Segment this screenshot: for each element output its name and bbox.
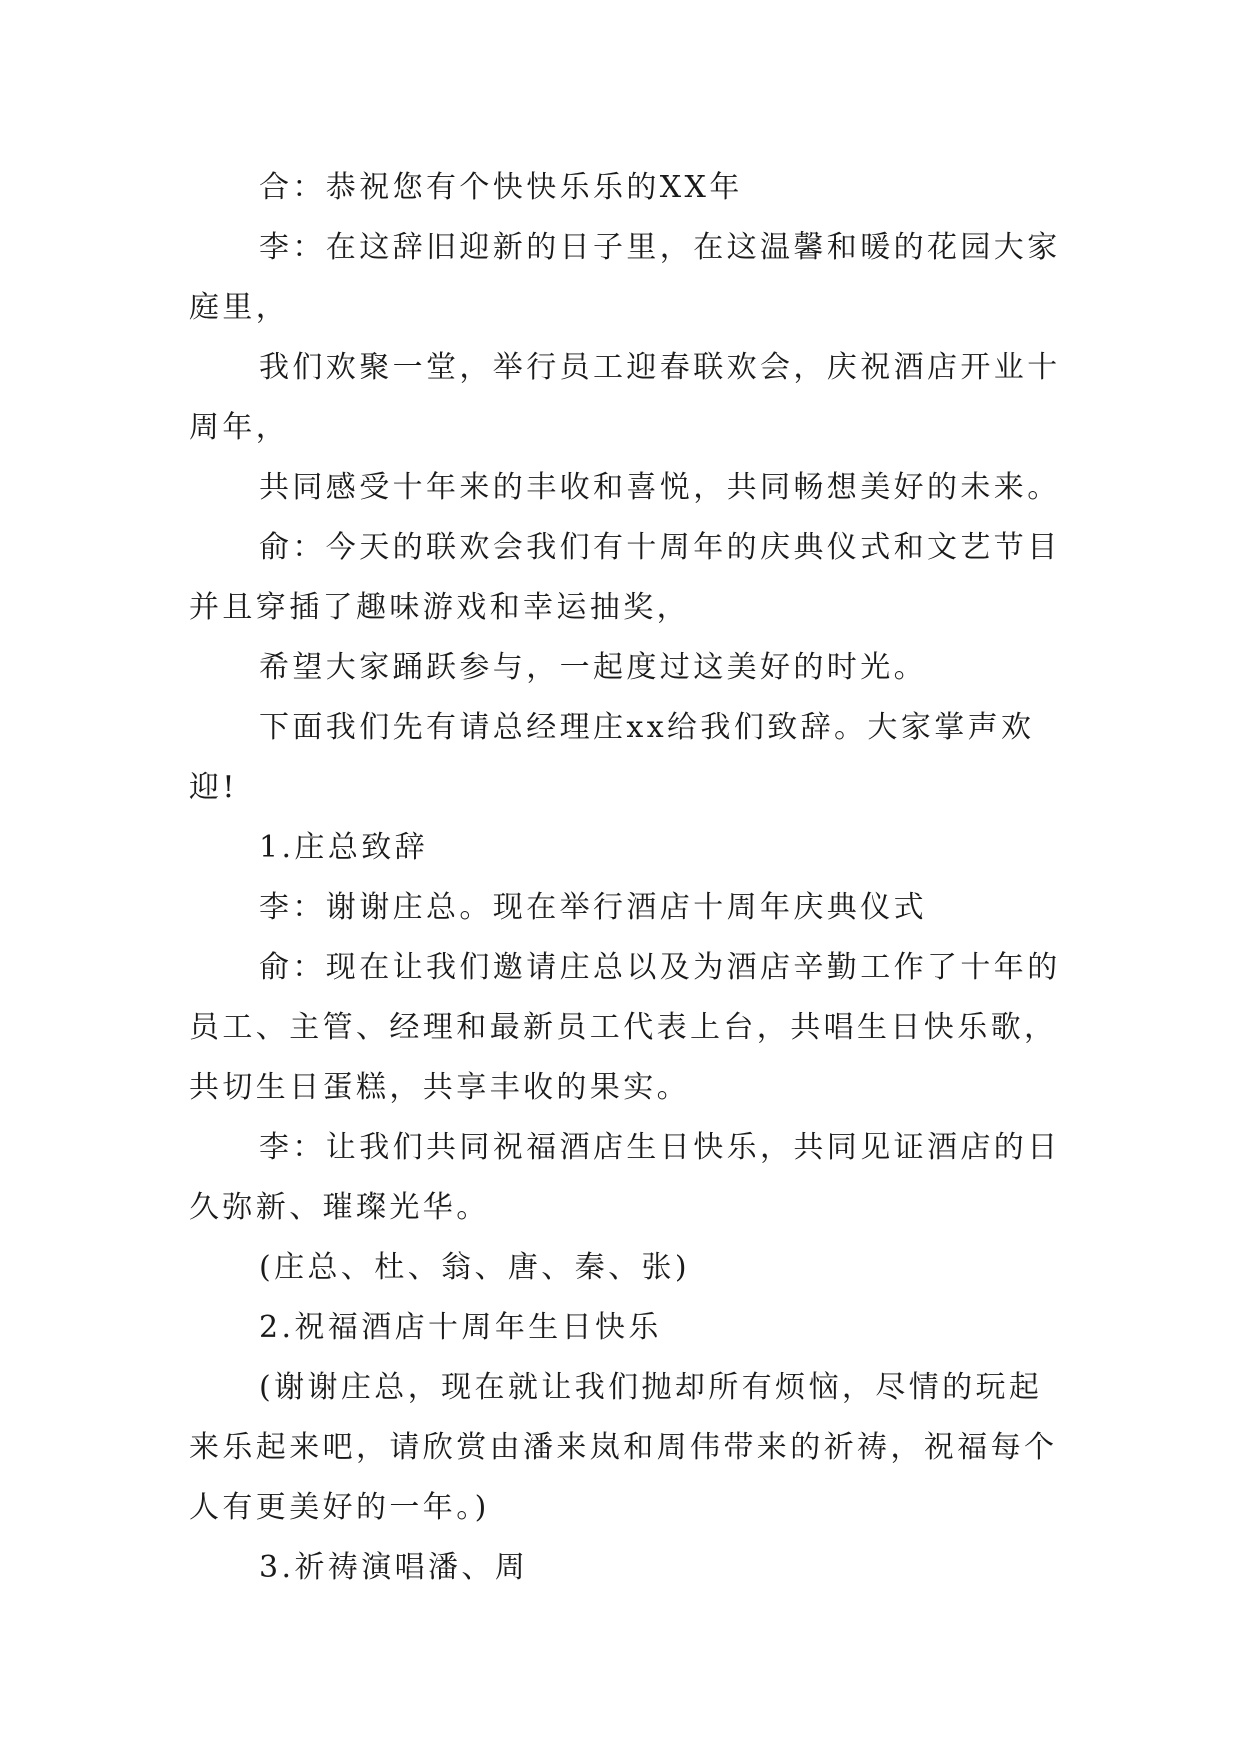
paragraph: 李：在这辞旧迎新的日子里，在这温馨和暖的花园大家庭里， bbox=[189, 230, 1061, 325]
paragraph: 俞：今天的联欢会我们有十周年的庆典仪式和文艺节目并且穿插了趣味游戏和幸运抽奖， bbox=[189, 530, 1061, 625]
paragraph: 李：让我们共同祝福酒店生日快乐，共同见证酒店的日久弥新、璀璨光华。 bbox=[189, 1130, 1061, 1225]
paragraph: 1.庄总致辞 bbox=[259, 830, 429, 865]
paragraph: 下面我们先有请总经理庄xx给我们致辞。大家掌声欢迎! bbox=[189, 710, 1035, 805]
paragraph: 2.祝福酒店十周年生日快乐 bbox=[259, 1310, 662, 1345]
paragraph: 我们欢聚一堂，举行员工迎春联欢会，庆祝酒店开业十周年， bbox=[189, 350, 1061, 445]
paragraph: (庄总、杜、翁、唐、秦、张) bbox=[259, 1250, 691, 1285]
paragraph: (谢谢庄总，现在就让我们抛却所有烦恼，尽情的玩起来乐起来吧，请欣赏由潘来岚和周伟带来的祈祷，祝福每个人有更美好的一年。) bbox=[189, 1370, 1058, 1525]
paragraph: 合：恭祝您有个快快乐乐的XX年 bbox=[259, 170, 743, 205]
paragraph: 俞：现在让我们邀请庄总以及为酒店辛勤工作了十年的员工、主管、经理和最新员工代表上台，共唱生日快乐歌，共切生日蛋糕，共享丰收的果实。 bbox=[189, 950, 1061, 1105]
paragraph: 李：谢谢庄总。现在举行酒店十周年庆典仪式 bbox=[259, 890, 927, 925]
paragraph: 共同感受十年来的丰收和喜悦，共同畅想美好的未来。 bbox=[259, 470, 1061, 505]
document-body bbox=[189, 158, 1064, 1598]
paragraph: 3.祈祷演唱潘、周 bbox=[259, 1550, 529, 1585]
paragraph: 希望大家踊跃参与，一起度过这美好的时光。 bbox=[259, 650, 927, 685]
